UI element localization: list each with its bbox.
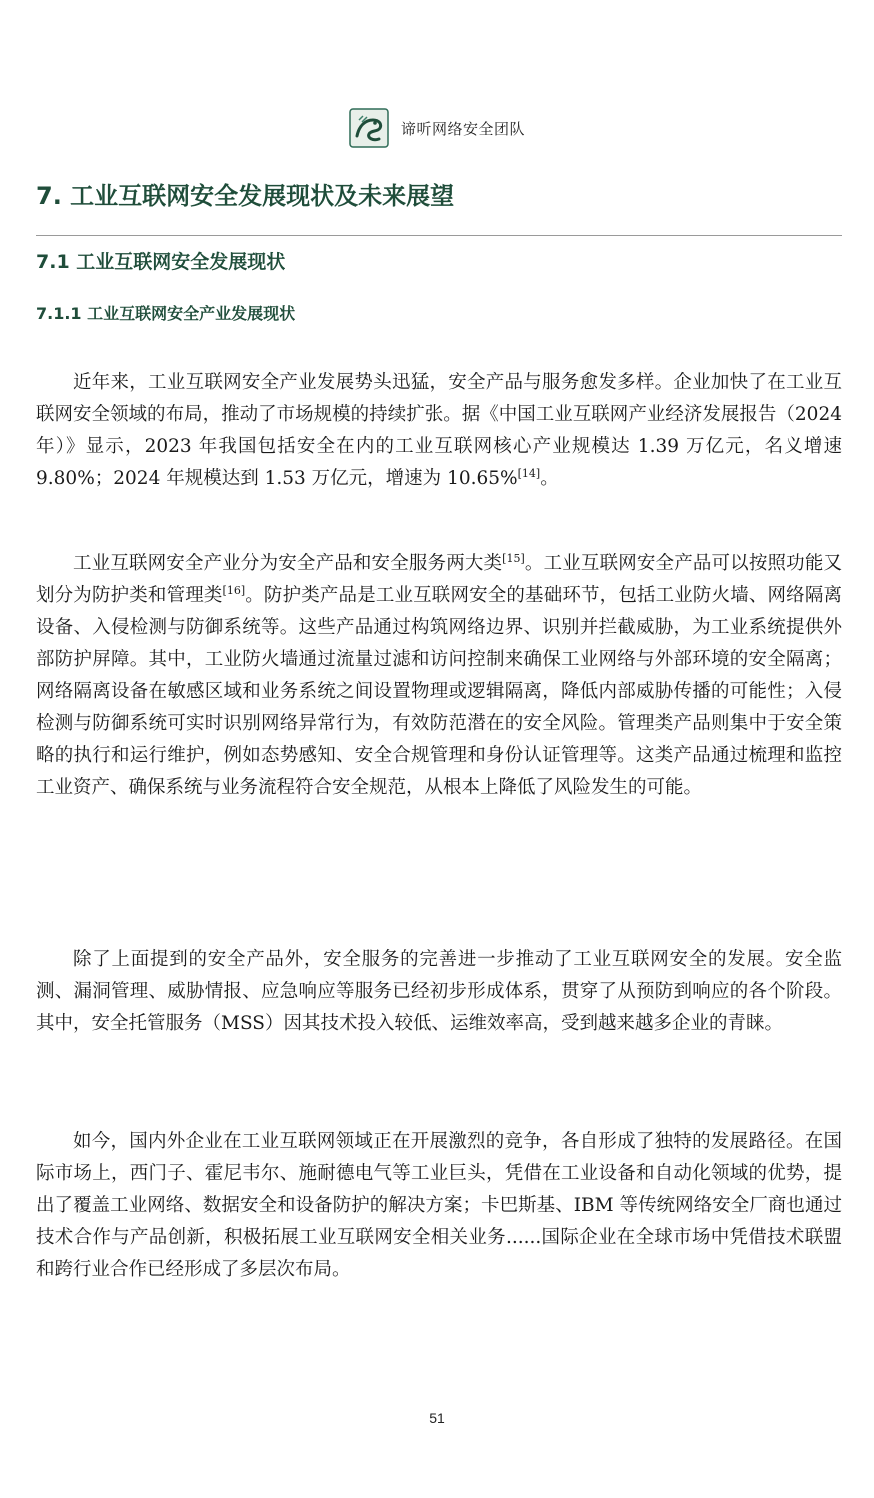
paragraph-2 — [36, 548, 842, 804]
citation-16: [16] — [222, 583, 246, 597]
citation-15: [15] — [502, 551, 525, 565]
paragraph-3: 除了上面提到的安全产品外，安全服务的完善进一步推动了工业互联网安全的发展。安全监测、漏洞管理、威胁情报、应急响应等服务已经初步形成体系，贯穿了从预防到响应的各个阶段。其中，安全托管服务（MSS）因其技术投入较低、运维效率高，受到越来越多企业的青睐。 — [36, 949, 842, 1034]
page-header — [0, 108, 874, 148]
paragraph-1-tail: 。 — [540, 468, 559, 489]
page-number: 51 — [429, 1410, 445, 1426]
paragraph-2-part-b: 。工业互联网安全产品可以按照功能又划分为防护类和管理类 — [36, 553, 842, 606]
paragraph-4: 如今，国内外企业在工业互联网领域正在开展激烈的竞争，各自形成了独特的发展路径。在国际市场上，西门子、霍尼韦尔、施耐德电气等工业巨头，凭借在工业设备和自动化领域的优势，提出了覆盖工业网络、数据安全和设备防护的解决方案；卡巴斯基、IBM 等传统网络安全厂商也通过技术合作与产品创新，积极拓展工业互联网安全相关业务......国际企业在全球市场中凭借技术联盟和跨行业合作已经形成了多层次布局。 — [36, 1131, 842, 1280]
citation-14: [14] — [517, 466, 541, 480]
title-divider — [36, 235, 842, 236]
paragraph-1 — [36, 367, 842, 495]
subsection-title: 7.1.1 工业互联网安全产业发展现状 — [36, 304, 296, 323]
section-title: 7.1 工业互联网安全发展现状 — [36, 251, 286, 273]
paragraph-2-part-c: 。防护类产品是工业互联网安全的基础环节，包括工业防火墙、网络隔离设备、入侵检测与防御系统等。这些产品通过构筑网络边界、识别并拦截威胁，为工业系统提供外部防护屏障。其中，工业防火墙通过流量过滤和访问控制来确保工业网络与外部环境的安全隔离；网络隔离设备在敏感区域和业务系统之间设置物理或逻辑隔离，降低内部威胁传播的可能性；入侵检测与防御系统可实时识别网络异常行为，有效防范潜在的安全风险。管理类产品则集中于安全策略的执行和运行维护，例如态势感知、安全合规管理和身份认证管理等。这类产品通过梳理和监控工业资产、确保系统与业务流程符合安全规范，从根本上降低了风险发生的可能。 — [36, 585, 842, 798]
paragraph-1-text: 近年来，工业互联网安全产业发展势头迅猛，安全产品与服务愈发多样。企业加快了在工业互联网安全领域的布局，推动了市场规模的持续扩张。据《中国工业互联网产业经济发展报告（2024 年）》显示，2023 年我国包括安全在内的工业互联网核心产业规模达 1.39 万亿元，名义增速 9.80%；2024 年规模达到 1.53 万亿元，增速为 10.65% — [36, 372, 842, 489]
org-name: 谛听网络安全团队 — [400, 119, 525, 138]
chapter-title: 7. 工业互联网安全发展现状及未来展望 — [36, 182, 455, 210]
paragraph-2-part-a: 工业互联网安全产业分为安全产品和安全服务两大类 — [73, 553, 503, 574]
dragon-seal-logo-icon — [349, 108, 389, 148]
